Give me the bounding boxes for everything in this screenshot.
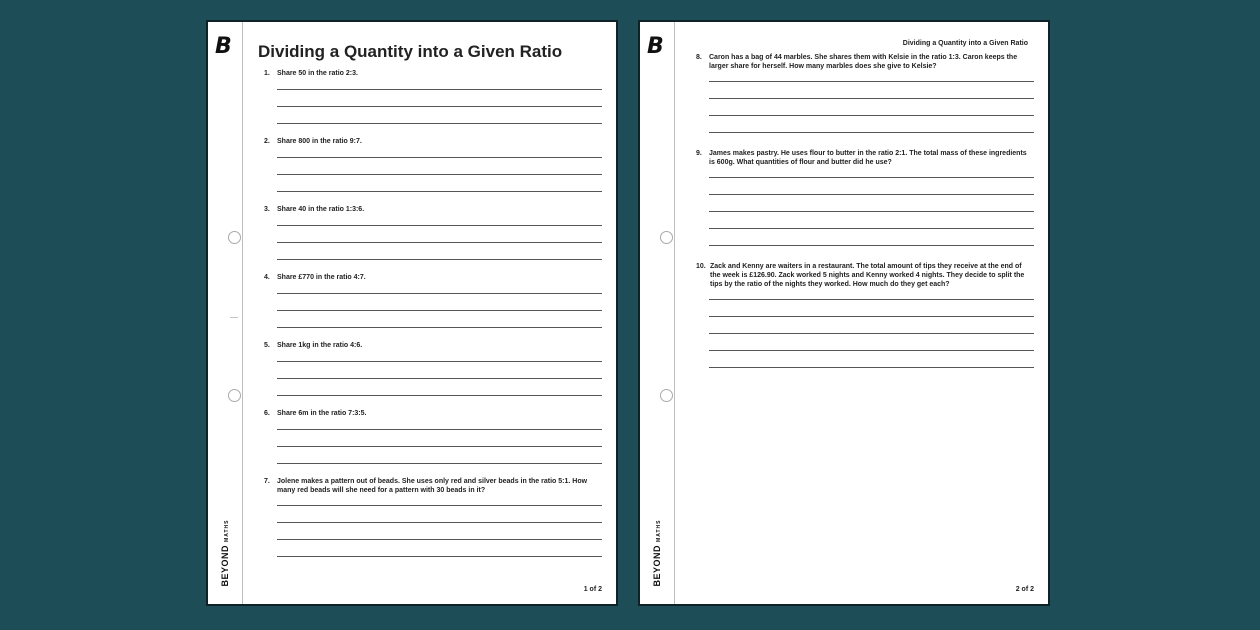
question-8 xyxy=(696,53,1034,149)
question-text: Share 800 in the ratio 9:7. xyxy=(277,138,362,145)
answer-line xyxy=(277,123,602,124)
answer-line xyxy=(277,89,602,90)
answer-line xyxy=(277,106,602,107)
brand-name: BEYOND xyxy=(220,544,230,587)
answer-line xyxy=(277,539,602,540)
question-number: 6. xyxy=(264,410,270,417)
answer-line xyxy=(709,132,1034,133)
answer-line xyxy=(709,98,1034,99)
answer-line xyxy=(709,194,1034,195)
answer-line xyxy=(277,522,602,523)
worksheet-page-1 xyxy=(206,20,618,606)
answer-line xyxy=(277,191,602,192)
answer-lines xyxy=(277,157,606,192)
question-number: 9. xyxy=(696,150,702,157)
question-number: 2. xyxy=(264,138,270,145)
answer-line xyxy=(277,310,602,311)
question-2 xyxy=(264,137,606,208)
question-text: James makes pastry. He uses flour to butter in the ratio 2:1. The total mass of these ingredients is 600g. What quantities of flour and butter did he use? xyxy=(709,150,1027,166)
answer-line xyxy=(709,211,1034,212)
question-text: Share 1kg in the ratio 4:6. xyxy=(277,342,363,349)
answer-line xyxy=(277,505,602,506)
question-9 xyxy=(696,149,1034,262)
beyond-logo-icon: B xyxy=(647,34,664,59)
answer-line xyxy=(277,242,602,243)
question-text: Share 6m in the ratio 7:3:5. xyxy=(277,410,367,417)
answer-line xyxy=(277,293,602,294)
question-6 xyxy=(264,409,606,480)
answer-line xyxy=(709,333,1034,334)
running-head: Dividing a Quantity into a Given Ratio xyxy=(902,40,1028,47)
question-10 xyxy=(696,262,1034,384)
question-5 xyxy=(264,341,606,412)
answer-line xyxy=(277,378,602,379)
answer-lines xyxy=(277,361,606,396)
answer-line xyxy=(709,245,1034,246)
answer-lines xyxy=(709,177,1034,246)
answer-line xyxy=(277,463,602,464)
question-number: 5. xyxy=(264,342,270,349)
brand-name: BEYOND xyxy=(652,544,662,587)
answer-line xyxy=(277,446,602,447)
answer-line xyxy=(277,556,602,557)
question-3 xyxy=(264,205,606,276)
brand-mark xyxy=(640,508,674,598)
punch-hole-bottom xyxy=(660,389,673,402)
brand-sub: MATHS xyxy=(224,519,230,542)
answer-lines xyxy=(277,505,606,557)
brand-sub: MATHS xyxy=(656,519,662,542)
answer-line xyxy=(277,157,602,158)
question-text: Zack and Kenny are waiters in a restaurant. The total amount of tips they receive at the end of the week is £126.90. Zack worked 5 nights and Kenny worked 4 nights. They decide to split the tips by the ratio of the nights they worked. How much do they get each? xyxy=(710,263,1025,288)
answer-line xyxy=(709,299,1034,300)
question-1 xyxy=(264,69,606,140)
question-number: 4. xyxy=(264,274,270,281)
punch-hole-top xyxy=(660,231,673,244)
answer-lines xyxy=(277,225,606,260)
page-number: 1 of 2 xyxy=(583,586,602,593)
question-number: 1. xyxy=(264,70,270,77)
margin-line xyxy=(674,22,675,604)
brand-mark xyxy=(208,508,242,598)
answer-line xyxy=(277,225,602,226)
answer-lines xyxy=(709,81,1034,133)
worksheet-title: Dividing a Quantity into a Given Ratio xyxy=(258,42,563,61)
question-text: Caron has a bag of 44 marbles. She shares them with Kelsie in the ratio 1:3. Caron keeps the larger share for herself. How many marbles does she give to Kelsie? xyxy=(709,54,1018,70)
question-text: Share 40 in the ratio 1:3:6. xyxy=(277,206,365,213)
question-text: Share £770 in the ratio 4:7. xyxy=(277,274,366,281)
answer-line xyxy=(277,174,602,175)
answer-line xyxy=(709,316,1034,317)
answer-line xyxy=(709,350,1034,351)
question-7 xyxy=(264,477,606,573)
punch-hole-top xyxy=(228,231,241,244)
answer-line xyxy=(277,395,602,396)
question-number: 8. xyxy=(696,54,702,61)
answer-line xyxy=(277,259,602,260)
page-number: 2 of 2 xyxy=(1015,586,1034,593)
answer-lines xyxy=(277,429,606,464)
question-number: 7. xyxy=(264,478,270,485)
beyond-logo-icon: B xyxy=(215,34,232,59)
answer-line xyxy=(709,81,1034,82)
center-tick xyxy=(230,317,238,318)
answer-line xyxy=(277,361,602,362)
answer-line xyxy=(709,228,1034,229)
answer-line xyxy=(709,367,1034,368)
answer-lines xyxy=(277,293,606,328)
question-number: 3. xyxy=(264,206,270,213)
margin-line xyxy=(242,22,243,604)
question-number: 10. xyxy=(696,263,706,270)
question-text: Jolene makes a pattern out of beads. She uses only red and silver beads in the ratio 5:1. How many red beads will she need for a pattern with 30 beads in it? xyxy=(277,478,588,494)
answer-lines xyxy=(277,89,606,124)
question-text: Share 50 in the ratio 2:3. xyxy=(277,70,358,77)
answer-lines xyxy=(709,299,1034,368)
answer-line xyxy=(709,115,1034,116)
punch-hole-bottom xyxy=(228,389,241,402)
answer-line xyxy=(277,429,602,430)
question-4 xyxy=(264,273,606,344)
answer-line xyxy=(277,327,602,328)
worksheet-page-2 xyxy=(638,20,1050,606)
answer-line xyxy=(709,177,1034,178)
